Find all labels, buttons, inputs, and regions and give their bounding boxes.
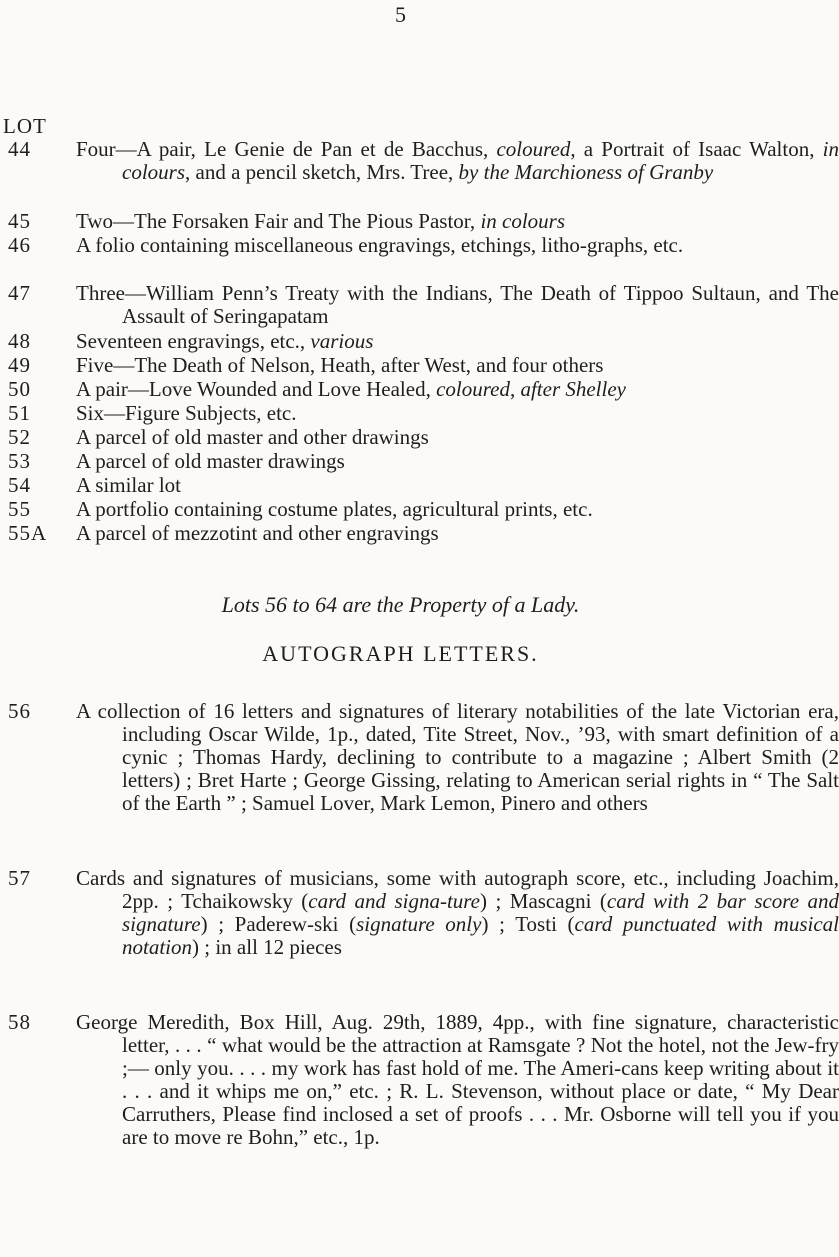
- lot-description: A collection of 16 letters and signatures of literary notabilities of the late Victorian era, including Oscar Wilde, 1p., dated, Tite Street, Nov., ’93, with smart definition of a cynic ; Thomas Hardy, declining to contribute to a magazine ; Albert Smith (2 letters) ; Bret Harte ; George Gissing, relating to American serial rights in “ The Salt of the Earth ” ; Samuel Lover, Mark Lemon, Pinero and others: [76, 699, 839, 815]
- lot-number: 55: [8, 497, 31, 521]
- lot-number: 53: [8, 449, 31, 473]
- lot-description: A parcel of old master drawings: [76, 449, 345, 473]
- lot-number: 50: [8, 377, 31, 401]
- lot-column-header: LOT: [3, 114, 47, 138]
- provenance-note: Lots 56 to 64 are the Property of a Lady.: [221, 592, 580, 617]
- lot-number: 55A: [8, 521, 48, 545]
- lot-description: A pair—Love Wounded and Love Healed, coloured, after Shelley: [76, 377, 626, 401]
- lot-description: A portfolio containing costume plates, agricultural prints, etc.: [76, 497, 593, 521]
- page-number: 5: [395, 2, 406, 27]
- lot-number: 45: [8, 209, 31, 233]
- lot-number: 56: [8, 699, 31, 723]
- section-heading: AUTOGRAPH LETTERS.: [262, 641, 539, 666]
- lot-description: Five—The Death of Nelson, Heath, after West, and four others: [76, 353, 604, 377]
- lot-description: A similar lot: [76, 473, 181, 497]
- lot-description: A folio containing miscellaneous engravings, etchings, litho-graphs, etc.: [76, 233, 684, 257]
- lot-description: Seventeen engravings, etc., various: [76, 329, 374, 353]
- lot-number: 51: [8, 401, 31, 425]
- lot-number: 49: [8, 353, 31, 377]
- lot-description: Four—A pair, Le Genie de Pan et de Bacchus, coloured, a Portrait of Isaac Walton, in colours, and a pencil sketch, Mrs. Tree, by the Marchioness of Granby: [76, 137, 839, 184]
- lot-number: 44: [8, 137, 31, 161]
- lot-number: 58: [8, 1010, 31, 1034]
- lot-description: Six—Figure Subjects, etc.: [76, 401, 297, 425]
- lot-number: 47: [8, 281, 31, 305]
- lot-number: 46: [8, 233, 31, 257]
- lot-description: George Meredith, Box Hill, Aug. 29th, 1889, 4pp., with fine signature, characteristic letter, . . . “ what would be the attraction at Ramsgate ? Not the hotel, not the Jew-fry ;— only you. . . . my work has fast hold of me. The Ameri-cans keep writing about it . . . and it whips me on,” etc. ; R. L. Stevenson, without place or date, “ My Dear Carruthers, Please find inclosed a set of proofs . . . Mr. Osborne will tell you if you are to move re Bohn,” etc., 1p.: [76, 1010, 839, 1149]
- lot-description: Cards and signatures of musicians, some with autograph score, etc., including Joachim, 2pp. ; Tchaikowsky (card and signa-ture) ; Mascagni (card with 2 bar score and signature) ; Paderew-ski (signature only) ; Tosti (card punctuated with musical notation) ; in all 12 pieces: [76, 866, 839, 959]
- lot-number: 52: [8, 425, 31, 449]
- lot-description: Two—The Forsaken Fair and The Pious Pastor, in colours: [76, 209, 566, 233]
- lot-number: 54: [8, 473, 31, 497]
- lot-description: Three—William Penn’s Treaty with the Indians, The Death of Tippoo Sultaun, and The Assault of Seringapatam: [76, 281, 839, 328]
- lot-number: 48: [8, 329, 31, 353]
- lot-description: A parcel of mezzotint and other engravings: [76, 521, 439, 545]
- lot-number: 57: [8, 866, 31, 890]
- lot-description: A parcel of old master and other drawings: [76, 425, 429, 449]
